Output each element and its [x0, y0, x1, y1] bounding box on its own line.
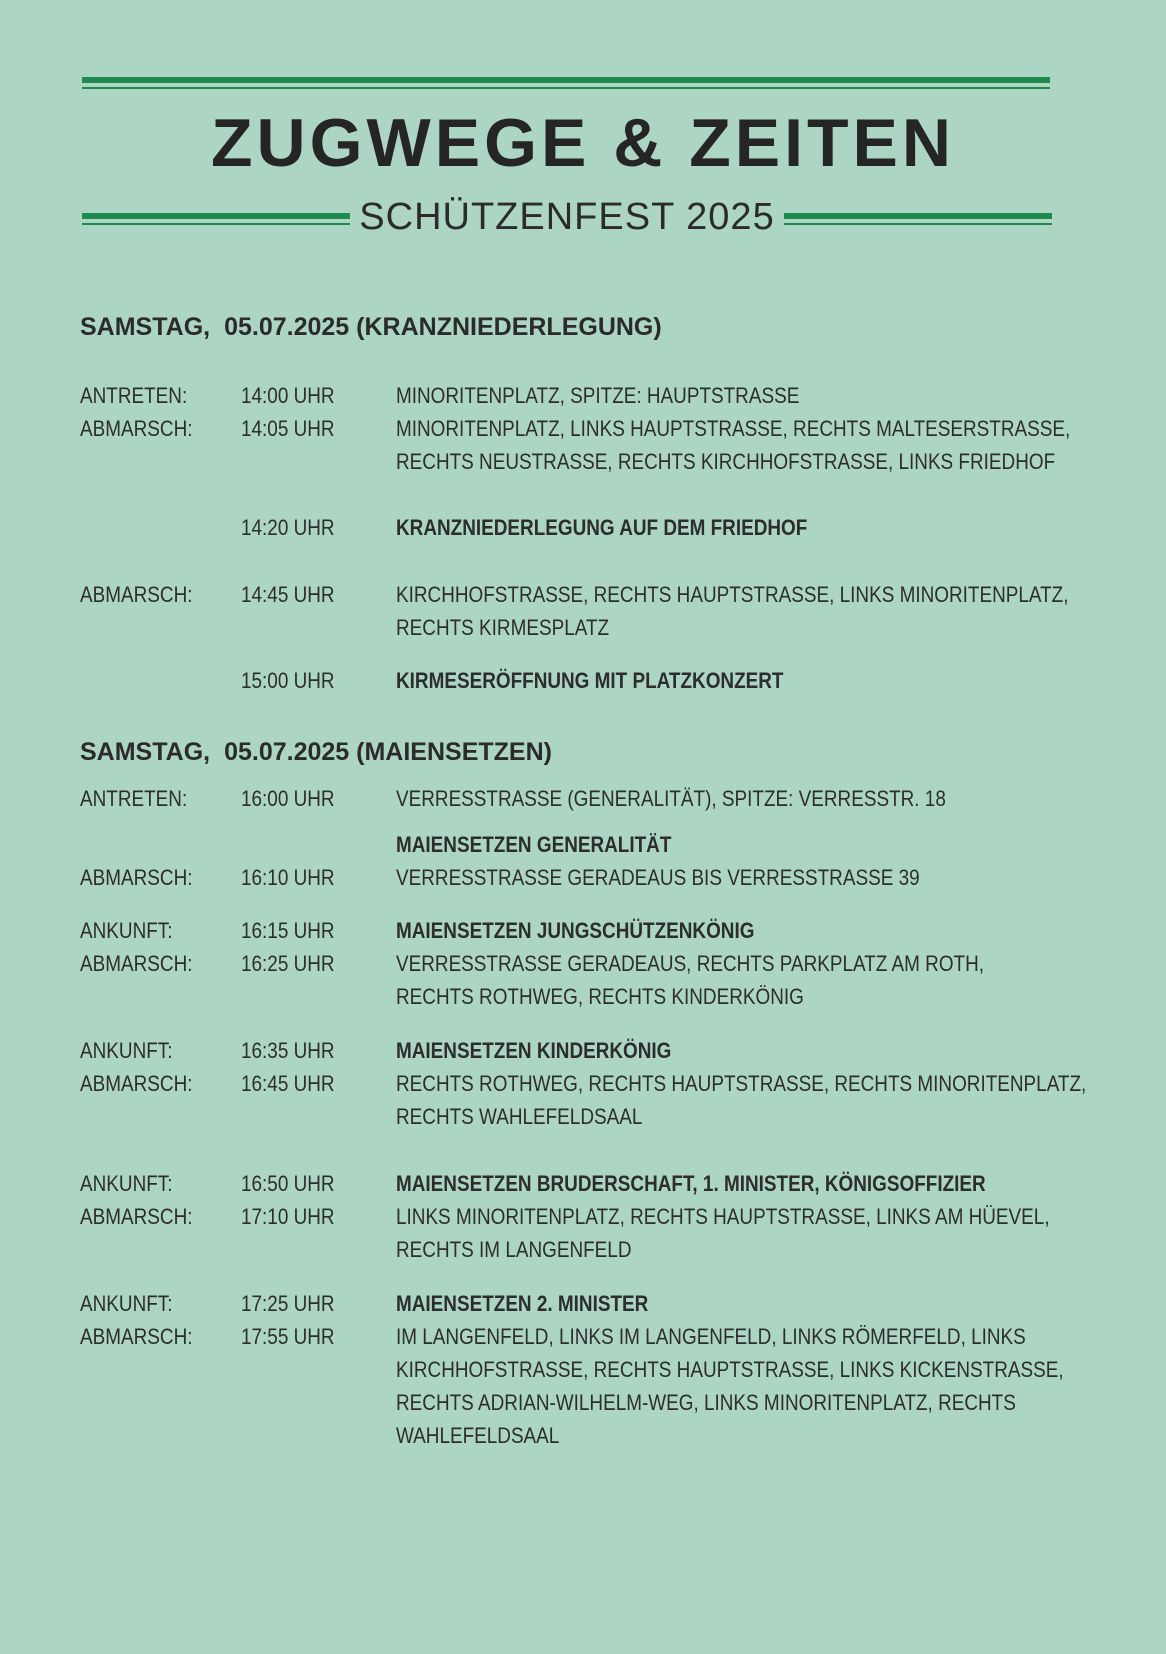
section-day: SAMSTAG,: [80, 738, 211, 766]
row-time: 14:20 UHR: [241, 515, 335, 540]
description-line: MAIENSETZEN KINDERKÖNIG: [396, 1038, 672, 1063]
description-line: IM LANGENFELD, LINKS IM LANGENFELD, LINKS RÖMERFELD, LINKS: [396, 1324, 1026, 1349]
row-time: 17:10 UHR: [241, 1204, 335, 1229]
section-heading-kranzniederlegung: [80, 312, 662, 342]
row-label: ANTRETEN:: [80, 786, 188, 811]
description-line: VERRESSTRASSE (GENERALITÄT), SPITZE: VERRESSTR. 18: [396, 786, 946, 811]
description-line: MINORITENPLATZ, SPITZE: HAUPTSTRASSE: [396, 383, 800, 408]
row-description: [396, 782, 989, 815]
row-label: ABMARSCH:: [80, 1071, 193, 1096]
row-description: [396, 1167, 989, 1200]
description-line: VERRESSTRASSE GERADEAUS, RECHTS PARKPLATZ AM ROTH,: [396, 951, 985, 976]
row-time: 16:25 UHR: [241, 951, 335, 976]
row-time: 16:00 UHR: [241, 786, 335, 811]
description-line: VERRESSTRASSE GERADEAUS BIS VERRESSTRASSE 39: [396, 865, 920, 890]
description-line: MINORITENPLATZ, LINKS HAUPTSTRASSE, RECHTS MALTESERSTRASSE,: [396, 416, 1071, 441]
header-rule-left: [82, 213, 350, 225]
row-time: 15:00 UHR: [241, 668, 335, 693]
description-line: RECHTS ROTHWEG, RECHTS KINDERKÖNIG: [396, 984, 804, 1009]
page-title: ZUGWEGE & ZEITEN: [211, 105, 955, 181]
description-line: KIRCHHOFSTRASSE, RECHTS HAUPTSTRASSE, LINKS KICKENSTRASSE,: [396, 1357, 1064, 1382]
row-description: [396, 578, 1069, 644]
row-label: ANKUNFT:: [80, 918, 173, 943]
section-date: 05.07.2025 (MAIENSETZEN): [224, 738, 552, 766]
section-date: 05.07.2025 (KRANZNIEDERLEGUNG): [224, 313, 662, 341]
row-label: ANTRETEN:: [80, 383, 188, 408]
row-description: [396, 379, 989, 412]
description-line: KIRMESERÖFFNUNG MIT PLATZKONZERT: [396, 668, 784, 693]
description-line: MAIENSETZEN JUNGSCHÜTZENKÖNIG: [396, 918, 755, 943]
row-description: [396, 947, 989, 1013]
row-description: [396, 861, 989, 894]
description-line: MAIENSETZEN 2. MINISTER: [396, 1291, 649, 1316]
description-line: RECHTS ADRIAN-WILHELM-WEG, LINKS MINORITENPLATZ, RECHTS: [396, 1390, 1016, 1415]
description-line: KRANZNIEDERLEGUNG AUF DEM FRIEDHOF: [396, 515, 808, 540]
row-time: 14:00 UHR: [241, 383, 335, 408]
row-description: [396, 1200, 1050, 1266]
header-rule-right: [784, 213, 1052, 225]
row-time: 17:55 UHR: [241, 1324, 335, 1349]
row-label: ANKUNFT:: [80, 1171, 173, 1196]
row-time: 17:25 UHR: [241, 1291, 335, 1316]
row-label: ABMARSCH:: [80, 582, 193, 607]
row-description: [396, 1067, 1087, 1133]
row-description: [396, 664, 989, 697]
row-time: 14:05 UHR: [241, 416, 335, 441]
description-line: RECHTS ROTHWEG, RECHTS HAUPTSTRASSE, RECHTS MINORITENPLATZ,: [396, 1071, 1087, 1096]
row-description: [396, 1034, 989, 1067]
row-label: ABMARSCH:: [80, 865, 193, 890]
row-description: [396, 914, 989, 947]
row-label: ABMARSCH:: [80, 416, 193, 441]
description-line: MAIENSETZEN BRUDERSCHAFT, 1. MINISTER, KÖNIGSOFFIZIER: [396, 1171, 986, 1196]
row-time: 14:45 UHR: [241, 582, 335, 607]
row-time: 16:15 UHR: [241, 918, 335, 943]
description-line: RECHTS IM LANGENFELD: [396, 1237, 632, 1262]
header-rule-top: [82, 77, 1050, 89]
row-time: 16:35 UHR: [241, 1038, 335, 1063]
row-label: ANKUNFT:: [80, 1291, 173, 1316]
description-line: LINKS MINORITENPLATZ, RECHTS HAUPTSTRASSE, LINKS AM HÜEVEL,: [396, 1204, 1050, 1229]
row-time: 16:50 UHR: [241, 1171, 335, 1196]
row-description: [396, 412, 1071, 478]
row-label: ANKUNFT:: [80, 1038, 173, 1063]
row-label: ABMARSCH:: [80, 1204, 193, 1229]
row-time: 16:45 UHR: [241, 1071, 335, 1096]
row-description: [396, 1287, 989, 1320]
row-label: ABMARSCH:: [80, 951, 193, 976]
description-line: WAHLEFELDSAAL: [396, 1423, 560, 1448]
row-label: ABMARSCH:: [80, 1324, 193, 1349]
page-subtitle: SCHÜTZENFEST 2025: [359, 196, 775, 238]
description-line: KIRCHHOFSTRASSE, RECHTS HAUPTSTRASSE, LINKS MINORITENPLATZ,: [396, 582, 1069, 607]
row-description: [396, 828, 989, 861]
description-line: RECHTS KIRMESPLATZ: [396, 615, 610, 640]
row-time: 16:10 UHR: [241, 865, 335, 890]
section-day: SAMSTAG,: [80, 313, 211, 341]
row-description: [396, 511, 989, 544]
section-heading-maiensetzen: [80, 737, 552, 767]
row-description: [396, 1320, 1064, 1452]
description-line: RECHTS NEUSTRASSE, RECHTS KIRCHHOFSTRASSE, LINKS FRIEDHOF: [396, 449, 1056, 474]
description-line: RECHTS WAHLEFELDSAAL: [396, 1104, 643, 1129]
description-line: MAIENSETZEN GENERALITÄT: [396, 832, 672, 857]
